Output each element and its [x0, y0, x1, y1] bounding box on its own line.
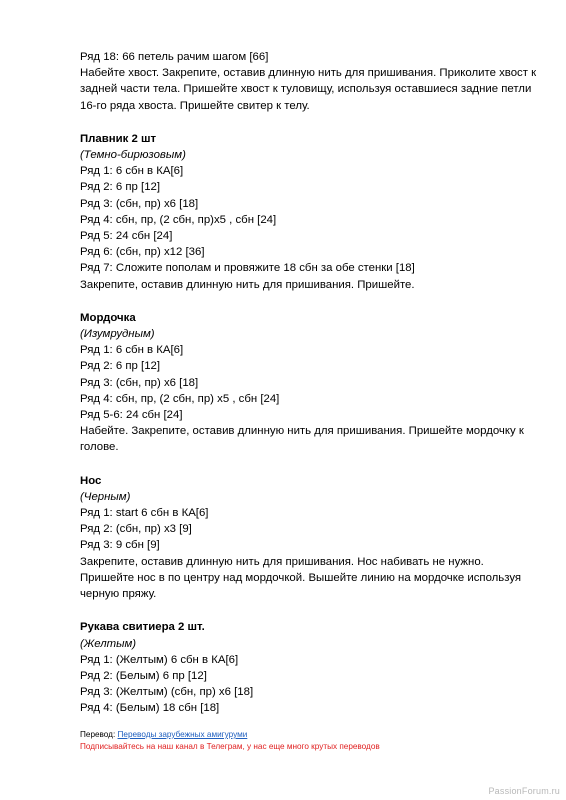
section-muzzle	[80, 310, 540, 456]
section-title: Мордочка	[80, 311, 136, 324]
pattern-row: Ряд 3: 9 сбн [9]	[80, 539, 160, 552]
section-note: Закрепите, оставив длинную нить для пришивания. Нос набивать не нужно. Пришейте нос в по центру над мордочкой. Вышейте линию на мордочке используя черную пряжу.	[80, 555, 522, 601]
pattern-row: Ряд 2: 6 пр [12]	[80, 181, 161, 194]
watermark: PassionForum.ru	[488, 786, 560, 796]
tail-instructions: Набейте хвост. Закрепите, оставив длинную нить для пришивания. Приколите хвост к задней части тела. Пришейте хвост к туловищу, используя оставшиеся задние петли 16-го ряда хвоста. Пришейте свитер к телу.	[80, 67, 537, 112]
translation-line	[80, 729, 380, 741]
pattern-row: Ряд 7: Сложите пополам и провяжите 18 сбн за обе стенки [18]	[80, 262, 415, 275]
pattern-row: Ряд 1: 6 сбн в КА[6]	[80, 165, 184, 178]
pattern-row: Ряд 2: (Белым) 6 пр [12]	[80, 669, 207, 682]
section-fin	[80, 131, 540, 293]
section-sleeves	[80, 619, 540, 716]
document-body	[80, 49, 540, 717]
pattern-row: Ряд 2: 6 пр [12]	[80, 360, 161, 373]
pattern-row: Ряд 5-6: 24 сбн [24]	[80, 409, 183, 422]
pattern-row: Ряд 4: сбн, пр, (2 сбн, пр)x5 , сбн [24]	[80, 213, 277, 226]
section-note: Набейте. Закрепите, оставив длинную нить для пришивания. Пришейте мордочку к голове.	[80, 425, 524, 454]
section-title: Плавник 2 шт	[80, 132, 157, 145]
pattern-row: Ряд 3: (сбн, пр) x6 [18]	[80, 376, 199, 389]
yarn-color: (Черным)	[80, 490, 131, 503]
row-18: Ряд 18: 66 петель рачим шагом [66]	[80, 51, 269, 63]
translation-prefix: Перевод:	[80, 730, 118, 739]
pattern-row: Ряд 3: (сбн, пр) x6 [18]	[80, 197, 199, 210]
pattern-row: Ряд 3: (Желтым) (сбн, пр) x6 [18]	[80, 686, 254, 699]
section-title: Рукава свитиера 2 шт.	[80, 621, 205, 634]
pattern-row: Ряд 1: (Желтым) 6 сбн в КА[6]	[80, 653, 239, 666]
pattern-row: Ряд 4: (Белым) 18 сбн [18]	[80, 702, 220, 715]
yarn-color: (Желтым)	[80, 637, 137, 650]
pattern-row: Ряд 5: 24 сбн [24]	[80, 230, 173, 243]
pattern-row: Ряд 1: start 6 сбн в КА[6]	[80, 507, 209, 520]
pattern-row: Ряд 4: сбн, пр, (2 сбн, пр) x5 , сбн [24]	[80, 392, 280, 405]
yarn-color: (Изумрудным)	[80, 328, 155, 341]
pattern-row: Ряд 2: (сбн, пр) x3 [9]	[80, 523, 192, 536]
section-title: Нос	[80, 474, 102, 487]
pattern-row: Ряд 6: (сбн, пр) x12 [36]	[80, 246, 205, 259]
section-nose	[80, 473, 540, 603]
subscribe-text: Подписывайтесь на наш канал в Телеграм, у нас еще много крутых переводов	[80, 742, 380, 751]
footer	[80, 729, 380, 753]
section-note: Закрепите, оставив длинную нить для пришивания. Пришейте.	[80, 278, 415, 291]
pattern-row: Ряд 1: 6 сбн в КА[6]	[80, 344, 184, 357]
yarn-color: (Темно-бирюзовым)	[80, 149, 186, 162]
translation-link[interactable]: Переводы зарубежных амигуруми	[117, 730, 248, 739]
